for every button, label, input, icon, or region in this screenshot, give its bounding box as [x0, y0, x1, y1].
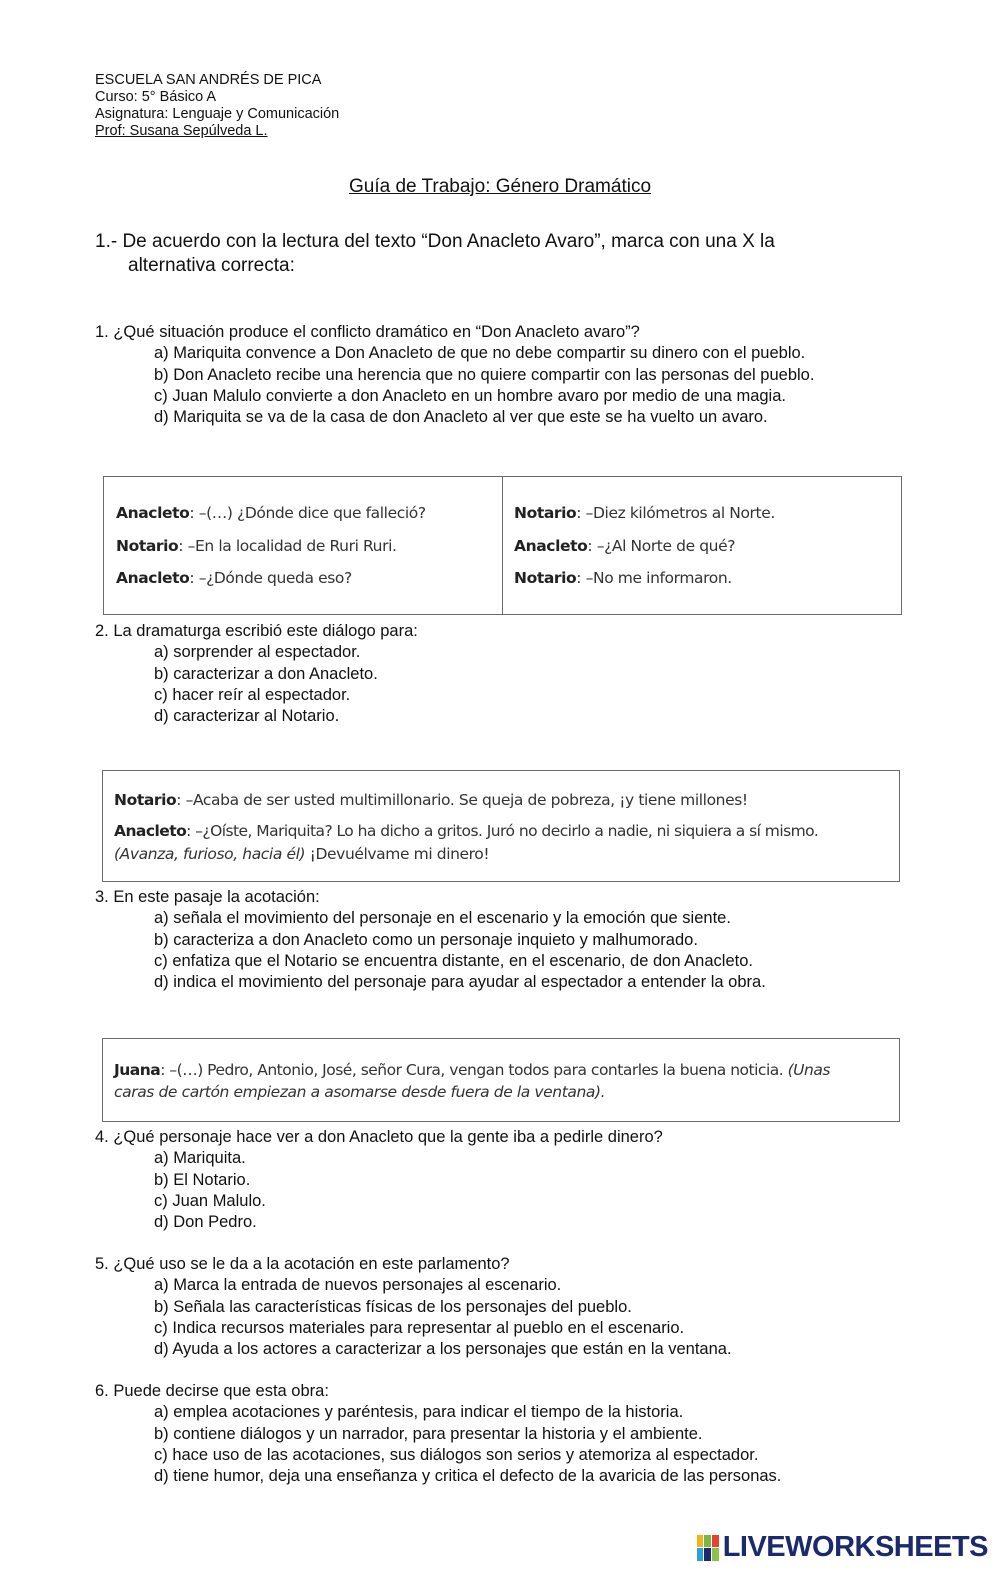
dialogue-box-1	[103, 476, 902, 615]
dialogue-text: : –No me informaron.	[576, 569, 732, 587]
option-a[interactable]: a) Mariquita convence a Don Anacleto de que no debe compartir su dinero con el pueblo.	[154, 344, 806, 363]
question-5	[95, 1254, 732, 1360]
dialogue-box-2	[102, 770, 900, 882]
dialogue-line	[114, 791, 748, 809]
option-b[interactable]: b) Señala las características físicas de los personajes del pueblo.	[154, 1297, 632, 1316]
question-stem: 4. ¿Qué personaje hace ver a don Anacleto que la gente iba a pedirle dinero?	[95, 1128, 663, 1146]
logo-square	[697, 1535, 704, 1548]
option-d[interactable]: d) Don Pedro.	[154, 1213, 257, 1232]
subject-label: Asignatura: Lenguaje y Comunicación	[95, 106, 340, 122]
dialogue-text: : –En la localidad de Ruri Ruri.	[178, 537, 397, 555]
speaker-name: Notario	[514, 569, 577, 587]
instructions-line-1: 1.- De acuerdo con la lectura del texto “Don Anacleto Avaro”, marca con una X la	[95, 231, 775, 252]
instructions-line-2: alternativa correcta:	[128, 255, 295, 276]
option-a[interactable]: a) emplea acotaciones y paréntesis, para indicar el tiempo de la historia.	[154, 1403, 684, 1422]
logo-square	[712, 1548, 719, 1561]
speaker-name: Anacleto	[514, 537, 588, 555]
column-divider	[502, 477, 503, 614]
question-3	[95, 887, 766, 993]
option-b[interactable]: b) contiene diálogos y un narrador, para presentar la historia y el ambiente.	[154, 1424, 703, 1443]
question-6	[95, 1381, 781, 1487]
option-d[interactable]: d) indica el movimiento del personaje para ayudar al espectador a entender la obra.	[154, 973, 766, 992]
option-a[interactable]: a) Mariquita.	[154, 1149, 246, 1168]
page-title: Guía de Trabajo: Género Dramático	[348, 176, 652, 197]
dialogue-text: : –(…) Pedro, Antonio, José, señor Cura, vengan todos para contarles la buena noticia.	[160, 1061, 784, 1079]
dialogue-line	[114, 822, 818, 840]
dialogue-text: ¡Devuélvame mi dinero!	[305, 845, 490, 863]
stage-direction: caras de cartón empiezan a asomarse desde fuera de la ventana).	[114, 1083, 606, 1101]
option-c[interactable]: c) Juan Malulo.	[154, 1191, 266, 1210]
speaker-name: Notario	[514, 504, 577, 522]
dialogue-text: : –¿Oíste, Mariquita? Lo ha dicho a gritos. Juró no decirlo a nadie, ni siquiera a sí mismo.	[186, 822, 819, 840]
logo-square	[697, 1548, 704, 1561]
dialogue-line	[114, 845, 489, 863]
school-name: ESCUELA SAN ANDRÉS DE PICA	[95, 72, 322, 88]
option-d[interactable]: d) tiene humor, deja una enseñanza y critica el defecto de la avaricia de las personas.	[154, 1467, 782, 1486]
teacher-label: Prof: Susana Sepúlveda L.	[95, 123, 268, 139]
question-2	[95, 621, 418, 727]
option-b[interactable]: b) Don Anacleto recibe una herencia que no quiere compartir con las personas del pueblo.	[154, 365, 815, 384]
dialogue-text: : –Acaba de ser usted multimillonario. Se queja de pobreza, ¡y tiene millones!	[176, 791, 748, 809]
liveworksheets-logo[interactable]	[697, 1531, 988, 1564]
speaker-name: Anacleto	[114, 822, 187, 840]
logo-text: LIVEWORKSHEETS	[722, 1531, 988, 1563]
stage-direction: (Unas	[783, 1061, 830, 1079]
speaker-name: Juana	[114, 1061, 161, 1079]
logo-square	[704, 1535, 711, 1548]
dialogue-text: : –Diez kilómetros al Norte.	[576, 504, 775, 522]
question-stem: 6. Puede decirse que esta obra:	[95, 1382, 329, 1400]
option-c[interactable]: c) enfatiza que el Notario se encuentra distante, en el escenario, de don Anacleto.	[154, 951, 753, 970]
option-a[interactable]: a) Marca la entrada de nuevos personajes al escenario.	[154, 1276, 562, 1295]
option-c[interactable]: c) Juan Malulo convierte a don Anacleto en un hombre avaro por medio de una magia.	[154, 386, 786, 405]
option-b[interactable]: b) El Notario.	[154, 1170, 251, 1189]
option-c[interactable]: c) hace uso de las acotaciones, sus diálogos son serios y atemoriza al espectador.	[154, 1445, 759, 1464]
speaker-name: Notario	[114, 791, 177, 809]
question-stem: 2. La dramaturga escribió este diálogo para:	[95, 622, 418, 640]
stage-direction: (Avanza, furioso, hacia él)	[114, 845, 306, 863]
question-1	[95, 322, 814, 428]
option-d[interactable]: d) Ayuda a los actores a caracterizar a los personajes que están en la ventana.	[154, 1340, 732, 1359]
dialogue-line	[116, 537, 397, 555]
logo-square	[712, 1535, 719, 1548]
dialogue-text: : –(…) ¿Dónde dice que falleció?	[189, 504, 426, 522]
dialogue-text: : –¿Al Norte de qué?	[587, 537, 736, 555]
dialogue-line	[514, 537, 735, 555]
liveworksheets-mark-icon	[697, 1535, 719, 1561]
logo-square	[704, 1548, 711, 1561]
dialogue-line	[514, 569, 732, 587]
question-stem: 5. ¿Qué uso se le da a la acotación en este parlamento?	[95, 1255, 510, 1273]
dialogue-line	[116, 569, 352, 587]
speaker-name: Notario	[116, 537, 179, 555]
dialogue-line	[114, 1083, 605, 1101]
speaker-name: Anacleto	[116, 504, 190, 522]
speaker-name: Anacleto	[116, 569, 190, 587]
dialogue-text: : –¿Dónde queda eso?	[189, 569, 352, 587]
option-a[interactable]: a) sorprender al espectador.	[154, 643, 361, 662]
option-d[interactable]: d) Mariquita se va de la casa de don Anacleto al ver que este se ha vuelto un avaro.	[154, 408, 768, 427]
option-c[interactable]: c) Indica recursos materiales para representar al pueblo en el escenario.	[154, 1318, 685, 1337]
question-4	[95, 1127, 663, 1233]
option-c[interactable]: c) hacer reír al espectador.	[154, 685, 351, 704]
option-d[interactable]: d) caracterizar al Notario.	[154, 707, 340, 726]
option-b[interactable]: b) caracterizar a don Anacleto.	[154, 664, 378, 683]
option-a[interactable]: a) señala el movimiento del personaje en el escenario y la emoción que siente.	[154, 909, 731, 928]
dialogue-line	[514, 504, 775, 522]
dialogue-box-3	[102, 1038, 900, 1122]
dialogue-line	[114, 1061, 830, 1079]
document-header	[95, 72, 339, 140]
option-b[interactable]: b) caracteriza a don Anacleto como un personaje inquieto y malhumorado.	[154, 930, 698, 949]
dialogue-line	[116, 504, 426, 522]
instructions	[95, 230, 855, 278]
question-stem: 3. En este pasaje la acotación:	[95, 888, 320, 906]
question-stem: 1. ¿Qué situación produce el conflicto dramático en “Don Anacleto avaro”?	[95, 323, 640, 341]
course-label: Curso: 5° Básico A	[95, 89, 217, 105]
